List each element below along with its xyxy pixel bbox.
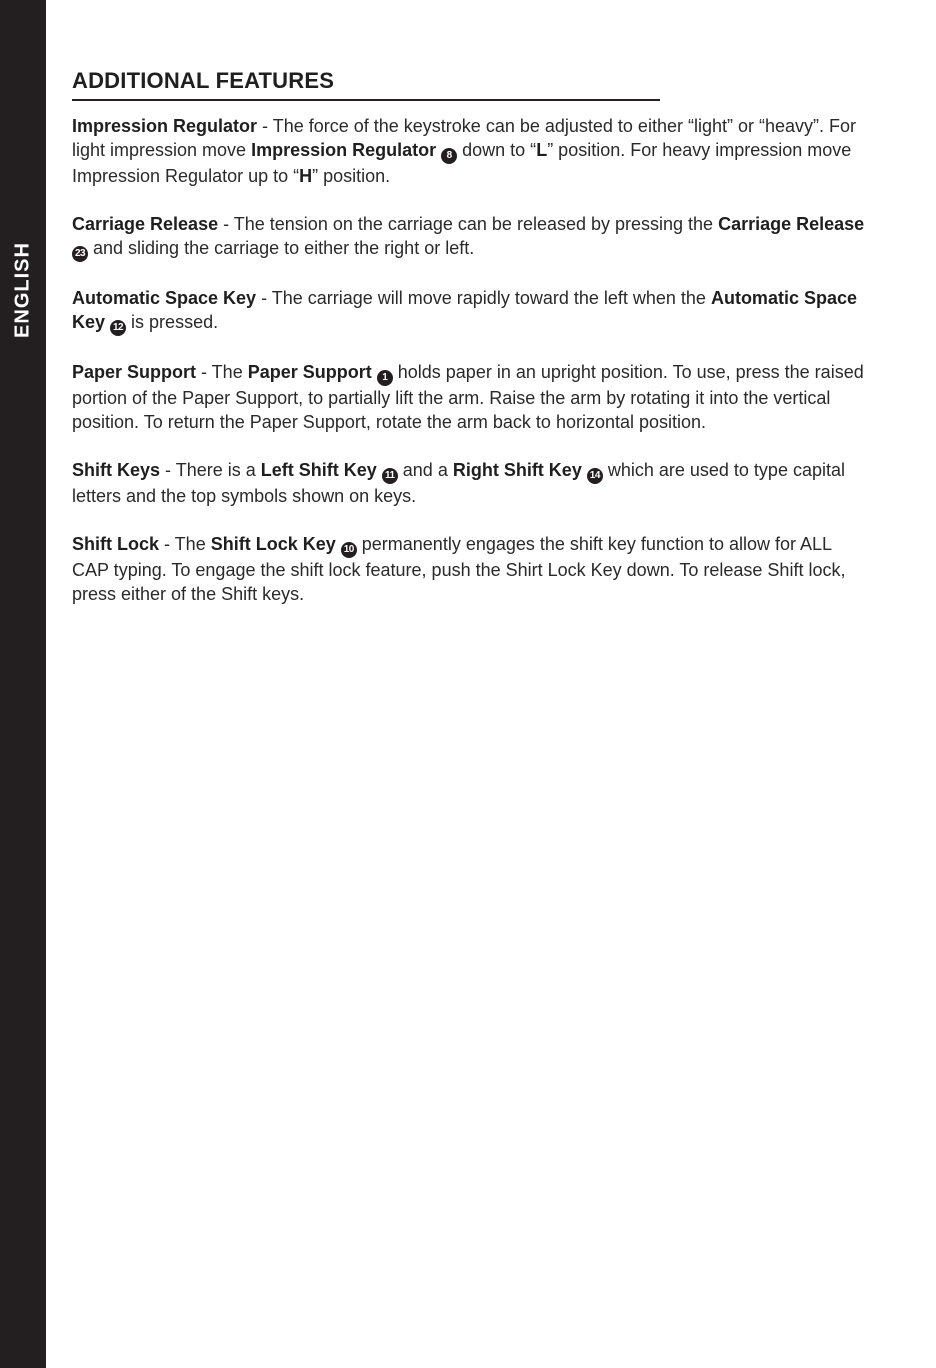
number-10-badge-icon: 10 bbox=[341, 542, 357, 558]
term: Shift Keys bbox=[72, 460, 161, 480]
section-carriage-release: Carriage Release - The tension on the carriage can be released by pressing the Carriage Release 23 and sliding the carriage to either the right or left. bbox=[72, 212, 872, 262]
section-impression-regulator: Impression Regulator - The force of the keystroke can be adjusted to either “light” or “heavy”. For light impression move Impression Regulator 8 down to “L” position. For heavy impression move Impression Regulator up to “H” position. bbox=[72, 116, 856, 186]
reference: Impression Regulator bbox=[251, 140, 437, 160]
term: Automatic Space Key bbox=[72, 288, 257, 308]
page-title: ADDITIONAL FEATURES bbox=[72, 68, 660, 101]
heavy-label: H bbox=[299, 166, 313, 186]
section-shift-keys: Shift Keys - There is a Left Shift Key 11 and a Right Shift Key 14 which are used to type capital letters and the top symbols shown on keys. bbox=[72, 460, 845, 506]
term: Paper Support bbox=[72, 362, 197, 382]
reference: Right Shift Key bbox=[452, 460, 582, 480]
number-12-badge-icon: 12 bbox=[110, 320, 126, 336]
number-11-badge-icon: 11 bbox=[382, 468, 398, 484]
number-1-badge-icon: 1 bbox=[377, 370, 393, 386]
reference: Paper Support bbox=[247, 362, 372, 382]
reference: Shift Lock Key bbox=[210, 534, 336, 554]
language-side-tab bbox=[0, 0, 46, 1368]
section-shift-lock: Shift Lock - The Shift Lock Key 10 permanently engages the shift key function to allow for ALL CAP typing. To engage the shift lock feature, push the Shirt Lock Key down. To release Shift lock, press either of the Shift keys. bbox=[72, 534, 846, 604]
page-content bbox=[72, 68, 872, 606]
section-automatic-space-key: Automatic Space Key - The carriage will move rapidly toward the left when the Automatic Space Key 12 is pressed. bbox=[72, 286, 872, 336]
number-23-badge-icon: 23 bbox=[72, 246, 88, 262]
light-label: L bbox=[536, 140, 548, 160]
term: Impression Regulator bbox=[72, 116, 258, 136]
number-8-badge-icon: 8 bbox=[441, 148, 457, 164]
term: Carriage Release bbox=[72, 214, 219, 234]
reference: Automatic Space Key bbox=[72, 288, 857, 332]
language-label: ENGLISH bbox=[11, 242, 34, 338]
term: Shift Lock bbox=[72, 534, 160, 554]
number-14-badge-icon: 14 bbox=[587, 468, 603, 484]
section-paper-support: Paper Support - The Paper Support 1 holds paper in an upright position. To use, press the raised portion of the Paper Support, to partially lift the arm. Raise the arm by rotating it into the vertical position. To return the Paper Support, rotate the arm back to horizontal position. bbox=[72, 362, 864, 432]
reference: Left Shift Key bbox=[260, 460, 377, 480]
reference: Carriage Release bbox=[718, 214, 865, 234]
